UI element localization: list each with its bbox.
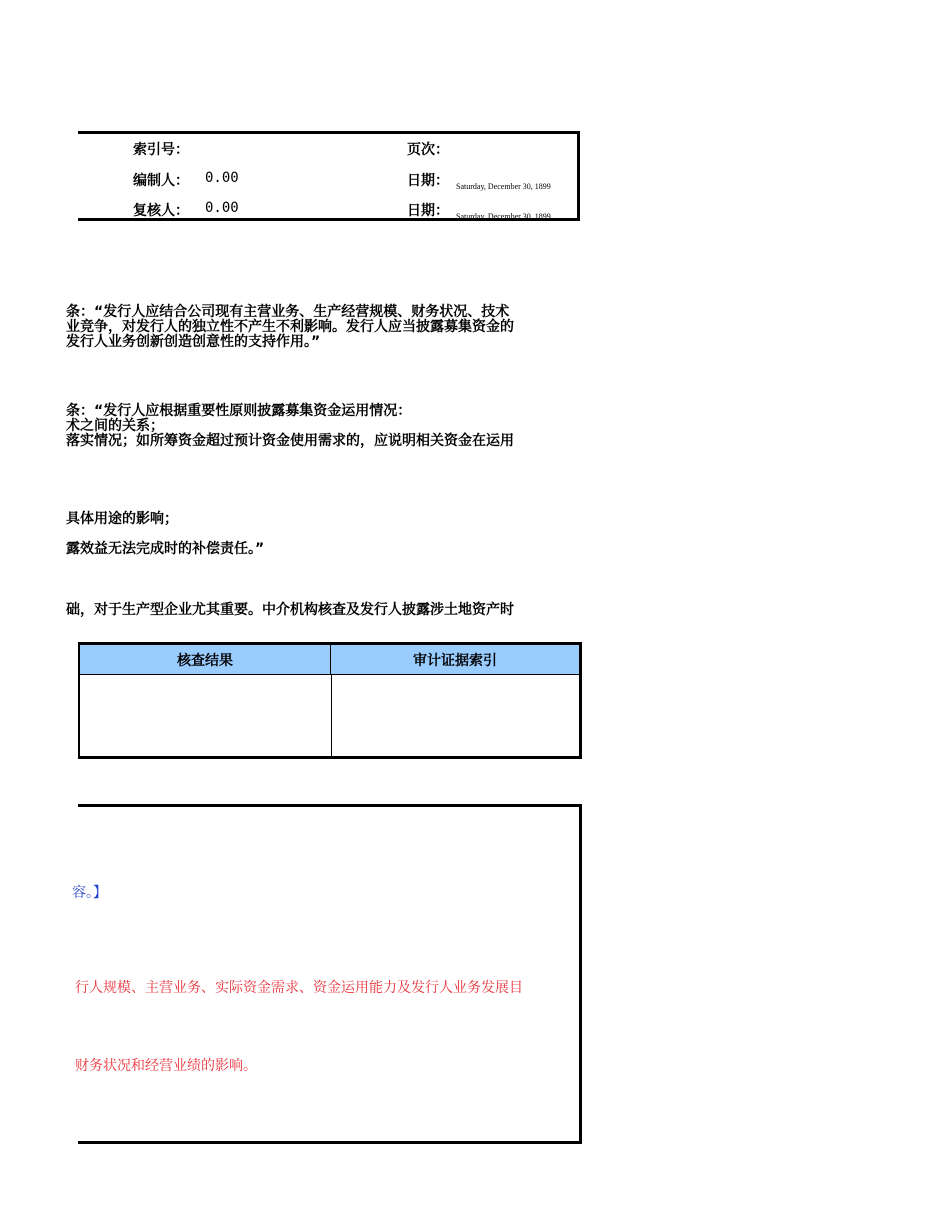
review-date-cell: [456, 204, 578, 223]
prep-date-cell: [456, 174, 578, 193]
requirement-para2-line2: 术之间的关系；: [66, 418, 164, 434]
requirement-para2-line3: 落实情况；如所筹资金超过预计资金使用需求的，应说明相关资金在运用: [66, 433, 514, 449]
review-date-label: 日期：: [407, 203, 449, 219]
prep-date-value: Saturday, December 30, 1899: [456, 182, 551, 191]
requirement-para5-line1: 础，对于生产型企业尤其重要。中介机构核查及发行人披露涉土地资产时: [66, 602, 514, 618]
requirement-para2-line1: 条：“发行人应根据重要性原则披露募集资金运用情况：: [66, 403, 412, 419]
check-results-table: [78, 642, 582, 759]
conclusion-text-line2: 财务状况和经营业绩的影响。: [75, 1059, 257, 1074]
requirement-para1-line3: 发行人业务创新创造创意性的支持作用。”: [66, 334, 321, 350]
page-number-label: 页次：: [407, 142, 449, 158]
preparer-label: 编制人：: [133, 173, 189, 189]
evidence-index-header: 审计证据索引: [331, 645, 579, 675]
conclusion-text-line1: 行人规模、主营业务、实际资金需求、资金运用能力及发行人业务发展目: [75, 981, 523, 996]
requirement-para1-line2: 业竞争，对发行人的独立性不产生不利影响。发行人应当披露募集资金的: [66, 319, 514, 335]
prep-date-label: 日期：: [407, 173, 449, 189]
check-result-header: 核查结果: [80, 645, 331, 675]
requirement-para4-line1: 露效益无法完成时的补偿责任。”: [66, 541, 265, 557]
conclusion-note: 容。】: [72, 886, 107, 901]
preparer-value: 0.00: [205, 170, 239, 186]
review-date-value: Saturday, December 30, 1899: [456, 212, 551, 221]
requirement-para1-line1: 条：“发行人应结合公司现有主营业务、生产经营规模、财务状况、技术: [66, 304, 510, 320]
reviewer-value: 0.00: [205, 200, 239, 216]
check-result-cell[interactable]: [80, 675, 332, 756]
reviewer-label: 复核人：: [133, 203, 189, 219]
requirement-para3-line1: 具体用途的影响；: [66, 511, 178, 527]
index-number-label: 索引号：: [133, 142, 189, 158]
evidence-index-cell[interactable]: [331, 675, 579, 756]
conclusion-box: [72, 804, 582, 1144]
